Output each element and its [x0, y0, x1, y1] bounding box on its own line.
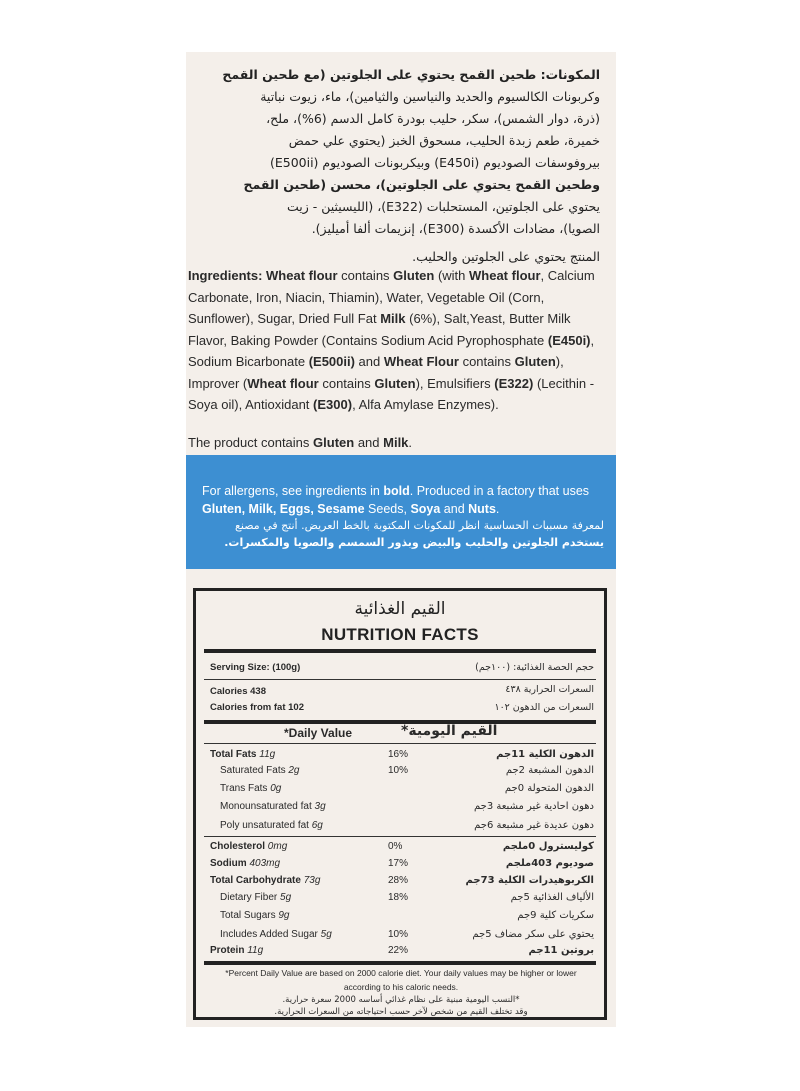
- nutrient-row: [196, 801, 604, 817]
- arabic-ingredients-line: (ذرة، دوار الشمس)، سكر، حليب بودرة كامل الدسم (6%)، ملح،: [266, 111, 600, 126]
- bold-allergen: Milk: [383, 434, 409, 450]
- bold-allergen: Gluten: [393, 268, 435, 283]
- allergen-bold: bold: [383, 484, 410, 498]
- nutrient-percent: 22%: [388, 945, 409, 956]
- bold-allergen: Wheat flour: [469, 268, 541, 283]
- nutrient-arabic: الدهون الكلية 11جم: [496, 749, 594, 760]
- nutrient-name: Dietary Fiber 5g: [220, 892, 292, 903]
- nutrient-arabic: يحتوي على سكر مضاف 5جم: [472, 929, 594, 940]
- nutrient-name: Total Carbohydrate 73g: [210, 875, 321, 886]
- bold-additive: (E450i): [547, 332, 591, 348]
- ingredients-text: , Calcium Carbonate, Iron, Niacin, Thiamin), Water, Vegetable Oil (Corn, Sunflower), Sugar, Dried Full Fat: [188, 268, 595, 326]
- nutrient-name: Total Sugars 9g: [220, 910, 290, 921]
- nutrient-row: [196, 820, 604, 836]
- bold-allergen: Gluten: [514, 354, 556, 369]
- nutrient-name: Sodium 403mg: [210, 858, 281, 869]
- ingredients-text: (Lecithin - Soya oil), Antioxidant: [188, 375, 595, 412]
- bold-allergen: Milk: [380, 311, 406, 326]
- nutrient-arabic: الكربوهيدرات الكلية 73جم: [465, 875, 594, 886]
- divider: [204, 961, 596, 965]
- bold-allergen: Gluten: [374, 375, 416, 391]
- arabic-ingredients-line: الصويا)، مضادات الأكسدة (E300)، إنزيمات ألفا أميليز).: [311, 221, 600, 236]
- contains-text: and: [354, 434, 384, 450]
- nutrient-row: [196, 858, 604, 874]
- ingredients-text: , Alfa Amylase Enzymes).: [352, 397, 499, 412]
- calories-arabic: السعرات الحرارية ٤٣٨: [505, 684, 594, 695]
- footnote-arabic-line: *النسب اليومية مبنية على نظام غذائي أساسه 2000 سعرة حرارية.: [282, 995, 520, 1005]
- nutrient-percent: 28%: [388, 875, 409, 886]
- ingredients-label: Ingredients:: [188, 268, 263, 283]
- nutrient-name: Cholesterol 0mg: [210, 841, 288, 852]
- nutrition-title-arabic: القيم الغذائية: [354, 599, 446, 619]
- nutrient-row: [196, 910, 604, 926]
- divider: [204, 720, 596, 724]
- allergen-bold: Soya: [410, 502, 441, 516]
- allergen-bold: Nuts: [468, 502, 496, 516]
- daily-value-header: *Daily Value: [284, 726, 353, 740]
- allergen-bold: Gluten, Milk, Eggs, Sesame: [202, 502, 365, 516]
- nutrient-row: [196, 749, 604, 765]
- calories-from-fat-arabic: السعرات من الدهون ١٠٢: [494, 702, 594, 713]
- allergen-text: . Produced in a factory that uses: [409, 484, 590, 498]
- nutrient-arabic: الدهون المتحولة 0جم: [504, 783, 594, 794]
- nutrient-arabic: دهون احادية غير مشبعة 3جم: [473, 801, 594, 812]
- nutrient-percent: 10%: [388, 765, 409, 776]
- nutrient-row: [196, 765, 604, 781]
- ingredients-text: contains: [318, 375, 375, 391]
- ingredients-text: contains: [458, 354, 515, 369]
- allergen-text: .: [495, 502, 500, 516]
- nutrient-name: Monounsaturated fat 3g: [220, 801, 326, 812]
- ingredients-text: (with: [434, 268, 470, 283]
- nutrient-row: [196, 892, 604, 908]
- arabic-ingredients: [186, 64, 600, 268]
- nutrient-arabic: الألياف الغذائية 5جم: [510, 892, 594, 903]
- nutrient-arabic: صوديوم 403ملجم: [505, 858, 594, 869]
- ingredients-text: , Sodium Bicarbonate: [188, 332, 595, 369]
- allergen-text: and: [440, 502, 469, 516]
- footnote-arabic-line: وقد تختلف القيم من شخص لآخر حسب احتياجاته من السعرات الحرارية.: [274, 1007, 528, 1017]
- arabic-ingredients-line: المكونات: طحين القمح يحتوي على الجلوتين (مع طحين القمح: [222, 67, 600, 82]
- product-label-panel: [186, 52, 616, 1027]
- nutrient-arabic: سكريات كلية 9جم: [517, 910, 594, 921]
- nutrient-name: Includes Added Sugar 5g: [220, 929, 332, 940]
- contains-text: The product contains: [188, 434, 314, 450]
- serving-size: Serving Size: (100g): [210, 662, 301, 673]
- bold-additive: (E300): [313, 397, 353, 412]
- contains-text: .: [408, 434, 413, 450]
- bold-additive: (E322): [494, 375, 534, 391]
- nutrient-percent: 16%: [388, 749, 409, 760]
- divider: [204, 836, 596, 837]
- footnote-english: *Percent Daily Value are based on 2000 calorie diet. Your daily values may be higher or lower according to his caloric needs.: [225, 968, 577, 992]
- nutrient-arabic: كوليسترول 0ملجم: [502, 841, 594, 852]
- nutrient-row: [196, 783, 604, 799]
- allergen-text: For allergens, see ingredients in: [202, 484, 384, 498]
- allergen-arabic-line: لمعرفة مسببات الحساسية انظر للمكونات المكتوبة بالخط العريض. أنتج في مصنع: [235, 519, 604, 532]
- english-ingredients: [188, 265, 608, 453]
- nutrition-facts-panel: [193, 588, 607, 1020]
- bold-allergen: Gluten: [313, 434, 355, 450]
- arabic-ingredients-line: خميرة، طعم زبدة الحليب، مسحوق الخبز (يحتوي علي حمض: [288, 133, 600, 148]
- nutrient-arabic: دهون عديدة غير مشبعة 6جم: [474, 820, 594, 831]
- arabic-contains-statement: المنتج يحتوي على الجلوتين والحليب.: [412, 249, 600, 264]
- allergen-notice-box: [186, 455, 616, 569]
- nutrient-percent: 0%: [388, 841, 403, 852]
- nutrient-percent: 17%: [388, 858, 409, 869]
- nutrient-name: Trans Fats 0g: [220, 783, 282, 794]
- nutrient-arabic: بروتين 11جم: [528, 945, 594, 956]
- bold-allergen: Wheat flour: [247, 375, 319, 391]
- nutrient-row: [196, 841, 604, 857]
- arabic-ingredients-line: بيروفوسفات الصوديوم (E450i) وبيكربونات الصوديوم (E500ii): [269, 155, 600, 170]
- contains-statement: [188, 432, 608, 454]
- ingredients-paragraph: [188, 265, 608, 416]
- bold-allergen: Wheat flour: [262, 268, 338, 283]
- nutrient-percent: 10%: [388, 929, 409, 940]
- ingredients-text: contains: [337, 268, 394, 283]
- calories-from-fat: Calories from fat 102: [210, 702, 304, 713]
- nutrient-name: Total Fats 11g: [210, 749, 276, 760]
- ingredients-text: ), Emulsifiers: [415, 375, 495, 391]
- allergen-notice-english: [202, 482, 604, 518]
- bold-allergen: Wheat Flour: [383, 354, 459, 369]
- arabic-ingredients-line: وكربونات الكالسيوم والحديد والنياسين والثيامين)، ماء، زيوت نباتية: [260, 89, 600, 104]
- arabic-ingredients-line: يحتوي على الجلوتين، المستحلبات (E322)، (الليسيثين - زيت: [286, 199, 600, 214]
- nutrient-name: Protein 11g: [210, 945, 264, 956]
- serving-size-arabic: حجم الحصة الغذائية: (١٠٠جم): [475, 662, 594, 673]
- nutrition-title-english: NUTRITION FACTS: [321, 625, 479, 644]
- allergen-text: Seeds,: [364, 502, 411, 516]
- daily-value-header-arabic: *القيم اليومية: [401, 723, 498, 739]
- ingredients-text: ), Improver (: [188, 354, 564, 391]
- allergen-arabic-line: يستخدم الجلوتين والحليب والبيض وبذور السمسم والصويا والمكسرات.: [224, 536, 604, 549]
- divider: [204, 649, 596, 653]
- ingredients-text: and: [354, 354, 384, 369]
- calories: Calories 438: [210, 686, 266, 697]
- nutrient-row: [196, 929, 604, 945]
- nutrient-row: [196, 945, 604, 961]
- footnote-arabic: [208, 994, 594, 1018]
- bold-additive: (E500ii): [308, 354, 355, 369]
- nutrient-arabic: الدهون المشبعة 2جم: [505, 765, 594, 776]
- nutrient-name: Poly unsaturated fat 6g: [220, 820, 323, 831]
- nutrient-percent: 18%: [388, 892, 409, 903]
- nutrient-name: Saturated Fats 2g: [220, 765, 300, 776]
- divider: [204, 679, 596, 680]
- ingredients-text: (6%), Salt,Yeast, Butter Milk Flavor, Baking Powder (Contains Sodium Acid Pyrophosphate: [188, 311, 571, 348]
- arabic-ingredients-line: وطحين القمح يحتوي على الجلوتين)، محسن (طحين القمح: [243, 177, 600, 192]
- divider: [204, 743, 596, 744]
- nutrient-row: [196, 875, 604, 891]
- allergen-notice-arabic: [194, 517, 604, 551]
